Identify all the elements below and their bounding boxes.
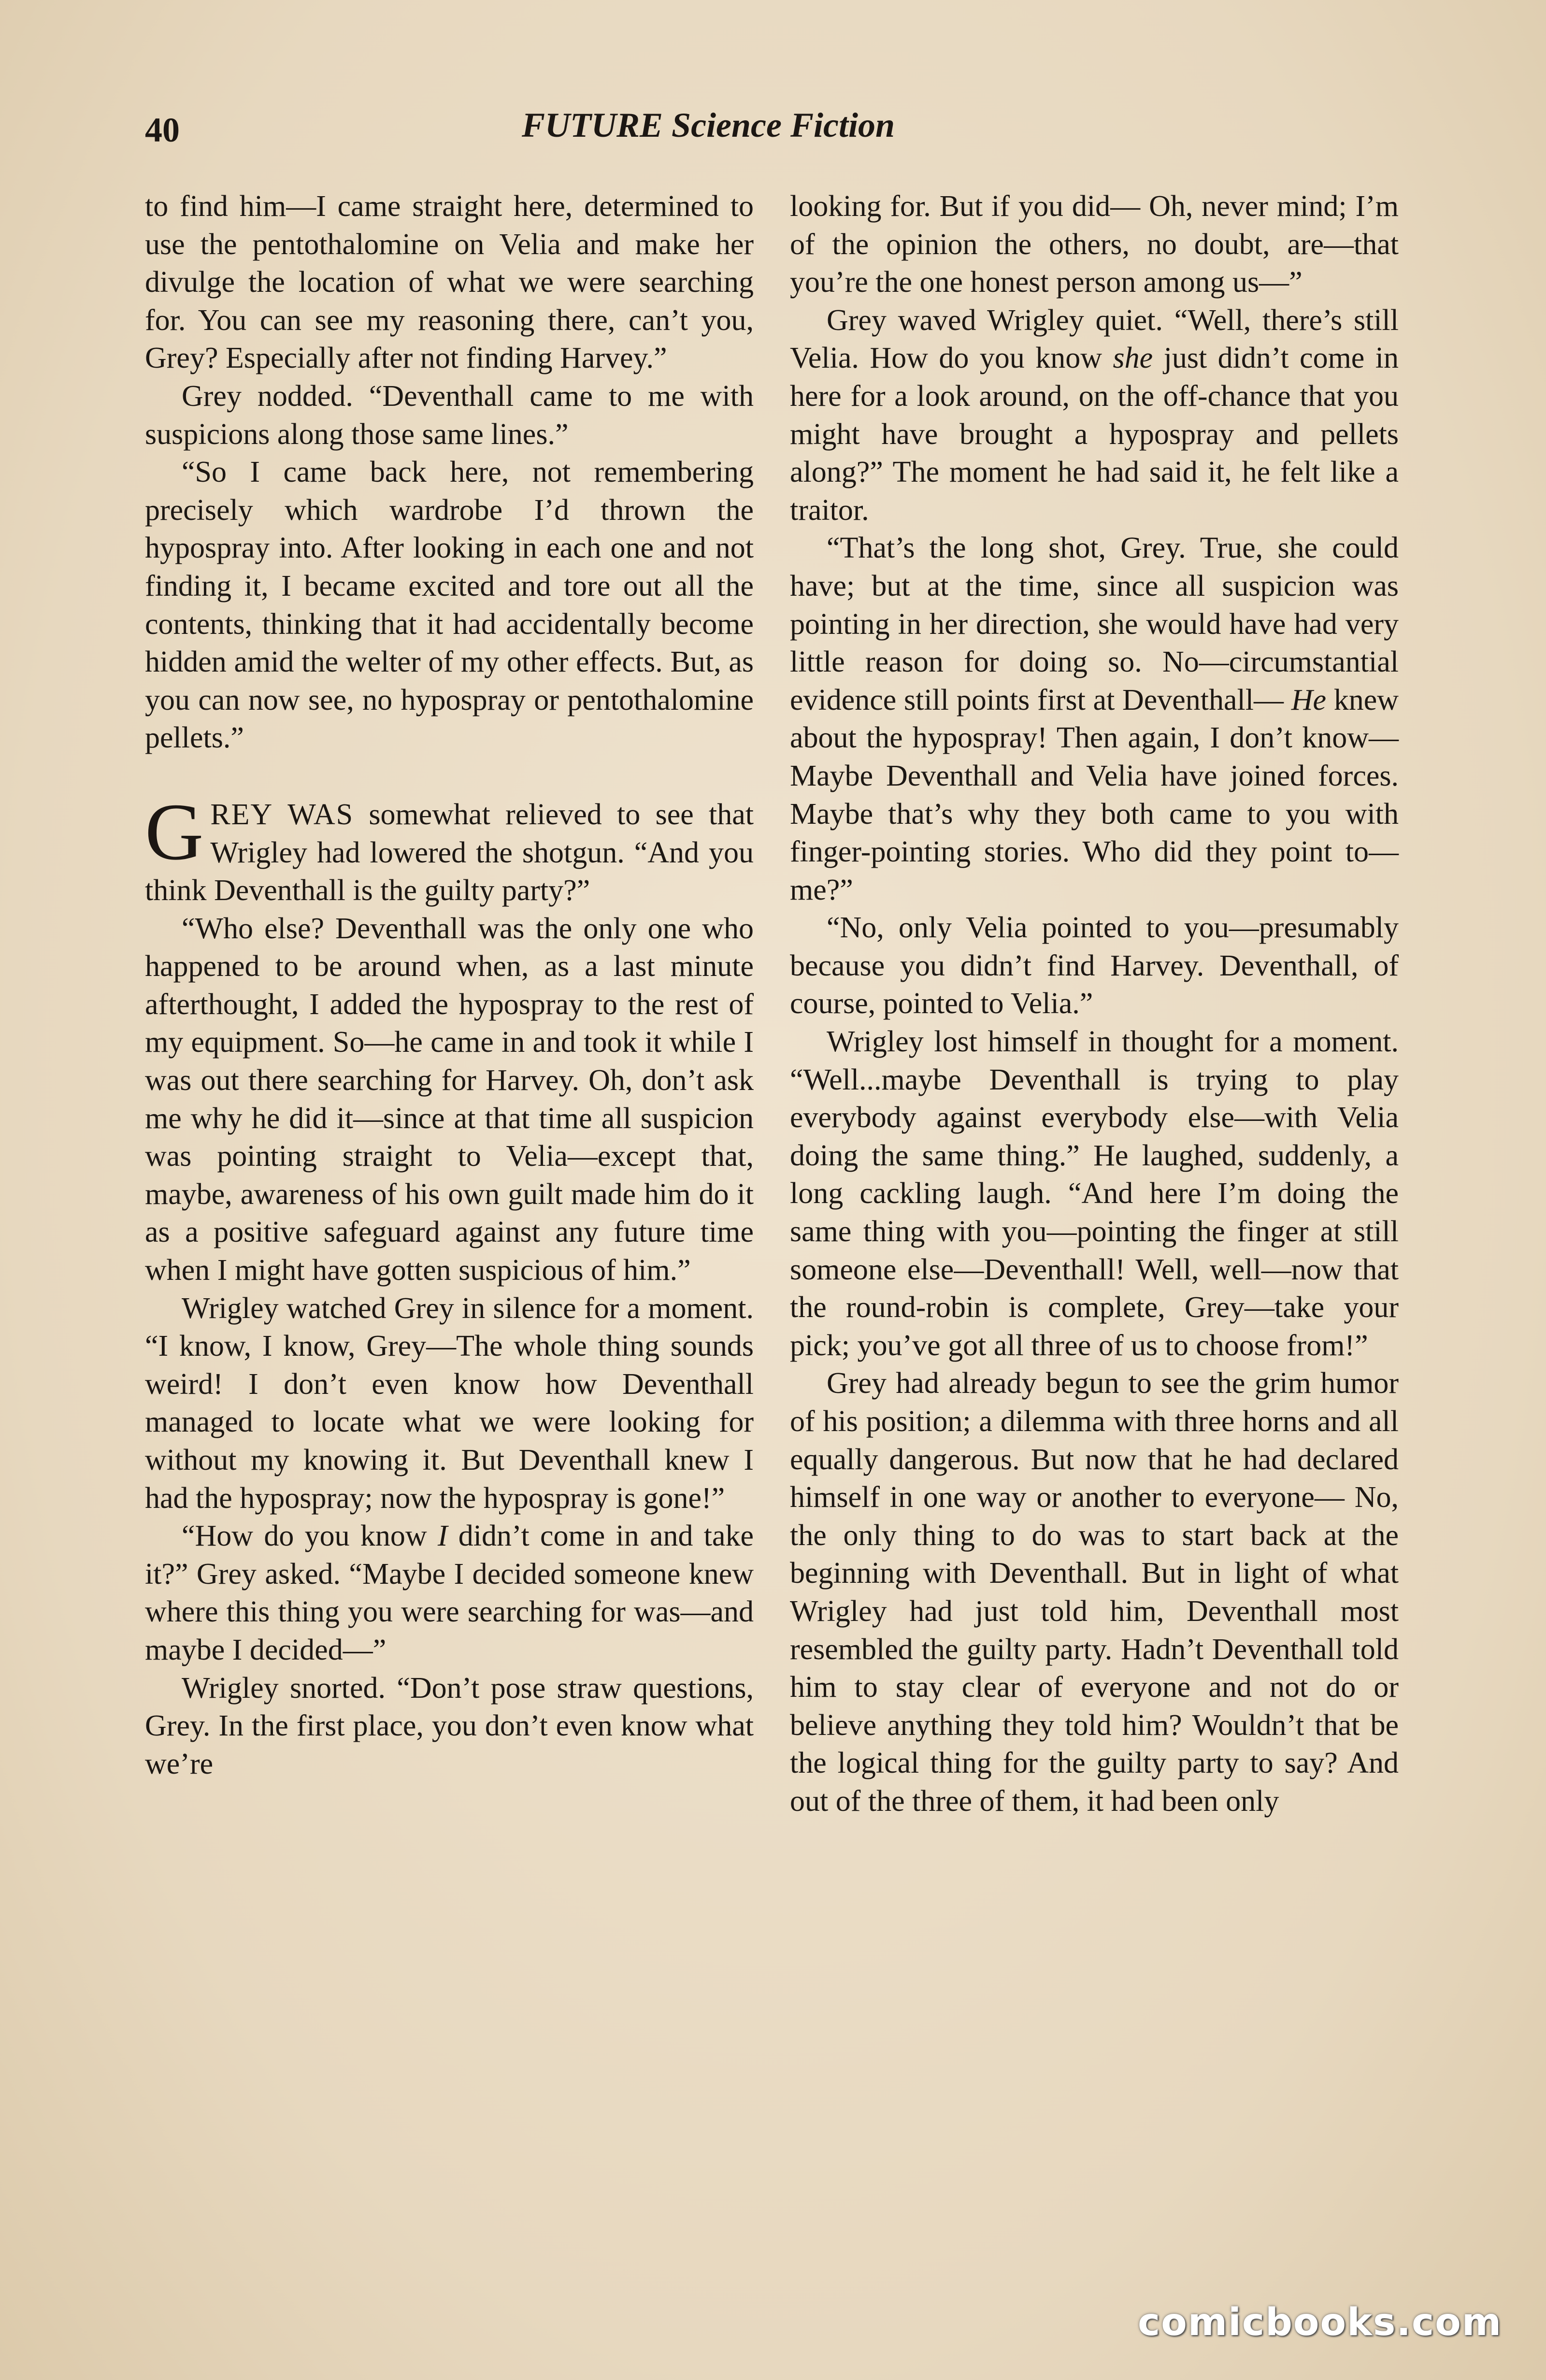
paragraph: “No, only Velia pointed to you—presumably because you didn’t find Harvey. Deventhall, of course, pointed to Velia.” <box>790 911 1399 1020</box>
paragraph: Wrigley snorted. “Don’t pose straw questions, Grey. In the first place, you don’t even know what we’re <box>145 1671 754 1780</box>
paragraph-text: “That’s the long shot, Grey. True, she could have; but at the time, since all suspicion was pointing in her direction, she would have had very little reason for doing so. No—circumstantial evidence still points first at Deventhall— <box>790 531 1399 717</box>
paragraph-text: just didn’t come in here for a look around, on the off-chance that you might have brought a hypospray and pellets along?” The moment he had said it, he felt like a traitor. <box>790 342 1399 527</box>
section-start-paragraph <box>145 787 754 910</box>
paragraph: looking for. But if you did— Oh, never mind; I’m of the opinion the others, no doubt, are—that you’re the one honest person among us—” <box>790 190 1399 299</box>
italic-word: she <box>1113 342 1153 375</box>
page-number: 40 <box>145 111 180 149</box>
paragraph-text: Grey waved Wrigley quiet. “Well, there’s still Velia. How do you know <box>790 303 1399 375</box>
drop-cap: G <box>145 787 204 877</box>
site-watermark: comicbooks.com <box>1138 2301 1503 2344</box>
paragraph-text: knew about the hypospray! Then again, I don’t know—Maybe Deventhall and Velia have joined forces. Maybe that’s why they both came to you with finger-pointing stories. Who did they point to—me?” <box>790 683 1399 906</box>
paragraph: Grey nodded. “Deventhall came to me with suspicions along those same lines.” <box>145 379 754 451</box>
italic-word: He <box>1291 683 1326 717</box>
paragraph-text: didn’t come in and take it?” Grey asked. “Maybe I decided someone knew where this thing you were searching for was—and maybe I decided—” <box>145 1520 754 1666</box>
paragraph: to find him—I came straight here, determined to use the pentothalomine on Velia and make her divulge the location of what we were searching for. You can see my reasoning there, can’t you, Grey? Especially after not finding Harvey.” <box>145 190 754 375</box>
right-column <box>790 187 1399 1821</box>
paragraph: Wrigley watched Grey in silence for a moment. “I know, I know, Grey—The whole thing sounds weird! I don’t even know how Deventhall managed to locate what we were looking for without my knowing it. But Deventhall knew I had the hypospray; now the hypospray is gone!” <box>145 1291 754 1515</box>
small-caps-lead: REY WAS <box>210 798 354 831</box>
paragraph: Grey had already begun to see the grim humor of his position; a dilemma with three horns and all equally dangerous. But now that he had declared himself in one way or another to everyone— No, the only thing to do was to start back at the beginning with Deventhall. But in light of what Wrigley had just told him, Deventhall most resembled the guilty party. Hadn’t Deventhall told him to stay clear of everyone and not do or believe anything they told him? Wouldn’t that be the logical thing for the guilty party to say? And out of the three of them, it had been only <box>790 1367 1399 1818</box>
paragraph <box>790 529 1399 909</box>
paragraph: “Who else? Deventhall was the only one who happened to be around when, as a last minute afterthought, I added the hypospray to the rest of my equipment. So—he came in and took it while I was out there searching for Harvey. Oh, don’t ask me why he did it—since at that time all suspicion was pointing straight to Velia—except that, maybe, awareness of his own guilt made him do it as a positive safeguard against any future time when I might have gotten suspicious of him.” <box>145 912 754 1287</box>
italic-word: I <box>437 1520 448 1553</box>
running-title: FUTURE Science Fiction <box>522 106 895 144</box>
paragraph <box>145 1517 754 1669</box>
paragraph: Wrigley lost himself in thought for a moment. “Well...maybe Deventhall is trying to play everybody against everybody else—with Velia doing the same thing.” He laughed, suddenly, a long cackling laugh. “And here I’m doing the same thing with you—pointing the finger at still someone else—Deventhall! Well, well—now that the round-robin is complete, Grey—take your pick; you’ve got all three of us to choose from!” <box>790 1025 1399 1362</box>
paragraph-text: somewhat relieved to see that Wrigley had lowered the shotgun. “And you think Deventhall is the guilty party?” <box>145 798 754 907</box>
left-column <box>145 187 754 1783</box>
paragraph <box>790 301 1399 530</box>
paragraph-text: “How do you know <box>182 1520 438 1553</box>
paragraph: “So I came back here, not remembering precisely which wardrobe I’d thrown the hypospray into. After looking in each one and not finding it, I became excited and tore out all the contents, thinking that it had accidentally become hidden amid the welter of my other effects. But, as you can now see, no hypospray or pentothalomine pellets.” <box>145 456 754 755</box>
page-header <box>145 105 1401 158</box>
